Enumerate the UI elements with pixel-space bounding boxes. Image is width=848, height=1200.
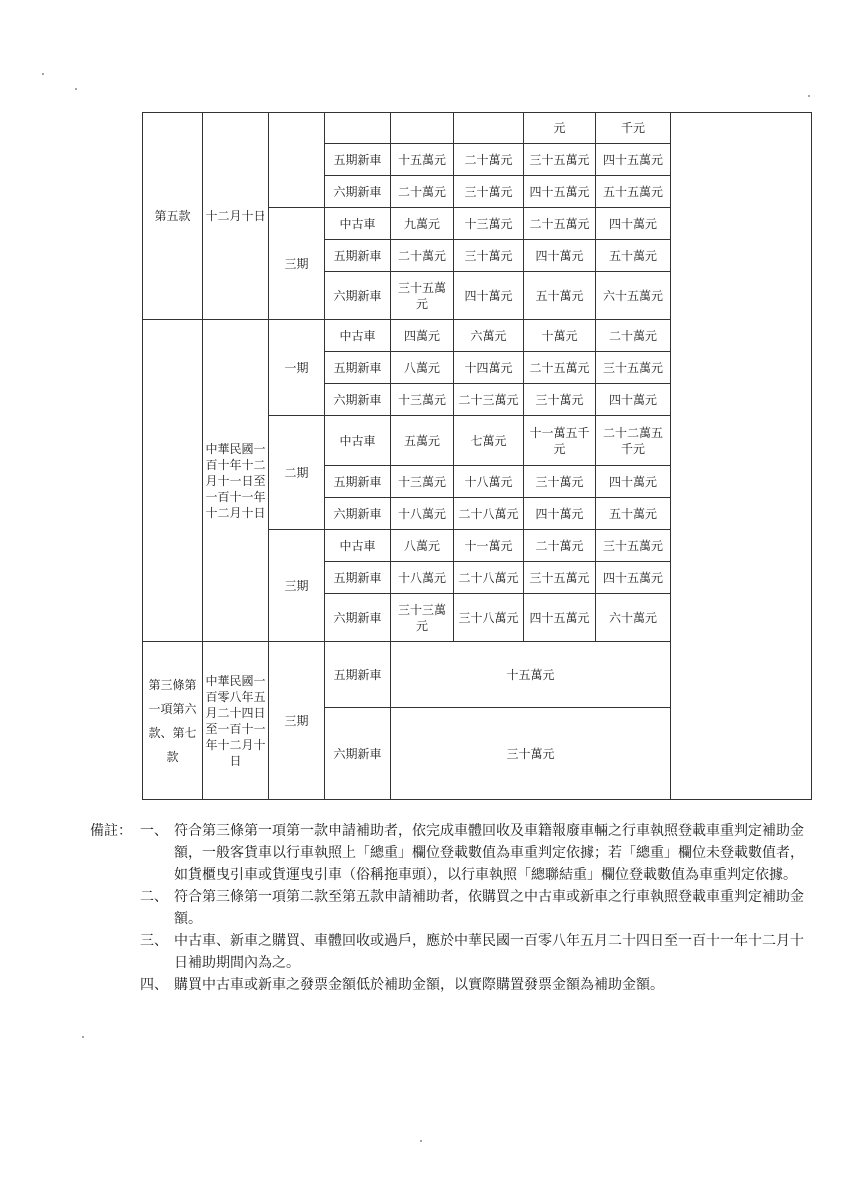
note-label: 一、	[140, 823, 168, 839]
amount-cell: 二十五萬元	[524, 352, 596, 384]
vehicle-type-cell: 五期新車	[325, 352, 391, 384]
vehicle-type-cell	[325, 113, 391, 144]
period-cell: 一期	[269, 320, 325, 416]
amount-cell: 六十五萬元	[596, 272, 671, 320]
amount-cell: 三十萬元	[524, 384, 596, 416]
note-text: 符合第三條第一項第二款至第五款申請補助者，依購買之中古車或新車之行車執照登載車重判定補助金額。	[174, 889, 804, 927]
table-row	[143, 113, 812, 144]
vehicle-type-cell: 六期新車	[325, 272, 391, 320]
amount-cell: 十八萬元	[391, 498, 454, 530]
note-text: 中古車、新車之購買、車體回收或過戶，應於中華民國一百零八年五月二十四日至一百十一年十二月十日補助期間內為之。	[174, 933, 804, 971]
scan-speck	[42, 73, 44, 75]
amount-cell: 六十萬元	[596, 594, 671, 642]
amount-cell: 千元	[596, 113, 671, 144]
scan-speck	[808, 95, 810, 97]
amount-cell: 四十五萬元	[596, 144, 671, 176]
amount-cell: 五十萬元	[596, 498, 671, 530]
amount-cell: 二十萬元	[391, 240, 454, 272]
amount-cell: 八萬元	[391, 352, 454, 384]
amount-cell: 十三萬元	[454, 208, 524, 240]
vehicle-type-cell: 六期新車	[325, 708, 391, 800]
amount-cell: 十八萬元	[454, 466, 524, 498]
amount-cell: 四萬元	[391, 320, 454, 352]
amount-cell: 二十萬元	[391, 176, 454, 208]
amount-cell: 三十萬元	[454, 240, 524, 272]
amount-cell: 六萬元	[454, 320, 524, 352]
scan-speck	[75, 88, 77, 90]
amount-cell: 四十五萬元	[524, 594, 596, 642]
period-cell: 三期	[269, 642, 325, 800]
note-text: 符合第三條第一項第一款申請補助者，依完成車體回收及車籍報廢車輛之行車執照登載車重判定補助金額，一般客貨車以行車執照上「總重」欄位登載數值為車重判定依據；若「總重」欄位未登載數值者，如貨櫃曳引車或貨運曳引車（俗稱拖車頭），以行車執照「總聯結重」欄位登載數值為車重判定依據。	[174, 823, 804, 883]
amount-cell: 十萬元	[524, 320, 596, 352]
amount-cell: 二十五萬元	[524, 208, 596, 240]
vehicle-type-cell: 六期新車	[325, 498, 391, 530]
amount-cell: 二十三萬元	[454, 384, 524, 416]
date-range-cell: 中華民國一百十年十二月十一日至一百十一年十二月十日	[203, 320, 269, 642]
note-label: 三、	[140, 933, 168, 949]
amount-cell: 五十五萬元	[596, 176, 671, 208]
amount-cell: 五十萬元	[524, 272, 596, 320]
amount-cell: 元	[524, 113, 596, 144]
amount-cell: 三十五萬元	[596, 530, 671, 562]
vehicle-type-cell: 五期新車	[325, 144, 391, 176]
date-range-cell: 十二月十日	[203, 113, 269, 320]
amount-cell: 四十萬元	[596, 466, 671, 498]
vehicle-type-cell: 六期新車	[325, 594, 391, 642]
amount-cell: 三十三萬元	[391, 594, 454, 642]
amount-cell: 三十五萬元	[524, 562, 596, 594]
amount-cell: 四十五萬元	[524, 176, 596, 208]
amount-cell: 七萬元	[454, 416, 524, 466]
note-label: 二、	[140, 889, 168, 905]
period-cell: 三期	[269, 530, 325, 642]
date-range-cell: 中華民國一百零八年五月二十四日至一百十一年十二月十日	[203, 642, 269, 800]
amount-cell: 九萬元	[391, 208, 454, 240]
amount-cell: 四十五萬元	[596, 562, 671, 594]
amount-cell: 二十萬元	[454, 144, 524, 176]
vehicle-type-cell: 六期新車	[325, 384, 391, 416]
amount-cell: 二十萬元	[596, 320, 671, 352]
amount-cell: 十一萬元	[454, 530, 524, 562]
amount-cell: 三十萬元	[524, 466, 596, 498]
scan-speck	[420, 1140, 422, 1142]
amount-cell: 四十萬元	[596, 208, 671, 240]
amount-cell: 五十萬元	[596, 240, 671, 272]
amount-cell: 八萬元	[391, 530, 454, 562]
vehicle-type-cell: 中古車	[325, 416, 391, 466]
amount-cell: 四十萬元	[524, 498, 596, 530]
amount-cell: 三十五萬元	[391, 272, 454, 320]
merged-amount-cell: 十五萬元	[391, 642, 671, 708]
vehicle-type-cell: 五期新車	[325, 642, 391, 708]
amount-cell: 十四萬元	[454, 352, 524, 384]
amount-cell: 四十萬元	[454, 272, 524, 320]
amount-cell: 三十五萬元	[524, 144, 596, 176]
amount-cell	[391, 113, 454, 144]
amount-cell: 十五萬元	[391, 144, 454, 176]
subsidy-table	[142, 112, 812, 800]
amount-cell: 十三萬元	[391, 466, 454, 498]
vehicle-type-cell: 中古車	[325, 530, 391, 562]
period-cell	[269, 113, 325, 208]
vehicle-type-cell: 五期新車	[325, 466, 391, 498]
notes-section	[90, 820, 810, 996]
vehicle-type-cell: 中古車	[325, 320, 391, 352]
amount-cell: 三十萬元	[454, 176, 524, 208]
amount-cell: 二十八萬元	[454, 562, 524, 594]
amount-cell: 二十二萬五千元	[596, 416, 671, 466]
amount-cell: 二十萬元	[524, 530, 596, 562]
note-label: 四、	[140, 977, 168, 993]
amount-cell: 二十八萬元	[454, 498, 524, 530]
notes-heading: 備註：	[90, 823, 132, 839]
amount-cell: 四十萬元	[524, 240, 596, 272]
vehicle-type-cell: 五期新車	[325, 240, 391, 272]
vehicle-type-cell: 五期新車	[325, 562, 391, 594]
vehicle-type-cell: 中古車	[325, 208, 391, 240]
amount-cell	[454, 113, 524, 144]
amount-cell: 十一萬五千元	[524, 416, 596, 466]
amount-cell: 三十五萬元	[596, 352, 671, 384]
vehicle-type-cell: 六期新車	[325, 176, 391, 208]
period-cell: 二期	[269, 416, 325, 530]
period-cell: 三期	[269, 208, 325, 320]
amount-cell: 十八萬元	[391, 562, 454, 594]
amount-cell: 十三萬元	[391, 384, 454, 416]
amount-cell: 四十萬元	[596, 384, 671, 416]
clause-cell	[143, 320, 203, 642]
scan-speck	[82, 1036, 84, 1038]
blank-cell	[671, 113, 812, 800]
merged-amount-cell: 三十萬元	[391, 708, 671, 800]
clause-cell: 第三條第一項第六款、第七款	[143, 642, 203, 800]
note-text: 購買中古車或新車之發票金額低於補助金額，以實際購置發票金額為補助金額。	[174, 977, 664, 993]
amount-cell: 五萬元	[391, 416, 454, 466]
clause-cell: 第五款	[143, 113, 203, 320]
amount-cell: 三十八萬元	[454, 594, 524, 642]
